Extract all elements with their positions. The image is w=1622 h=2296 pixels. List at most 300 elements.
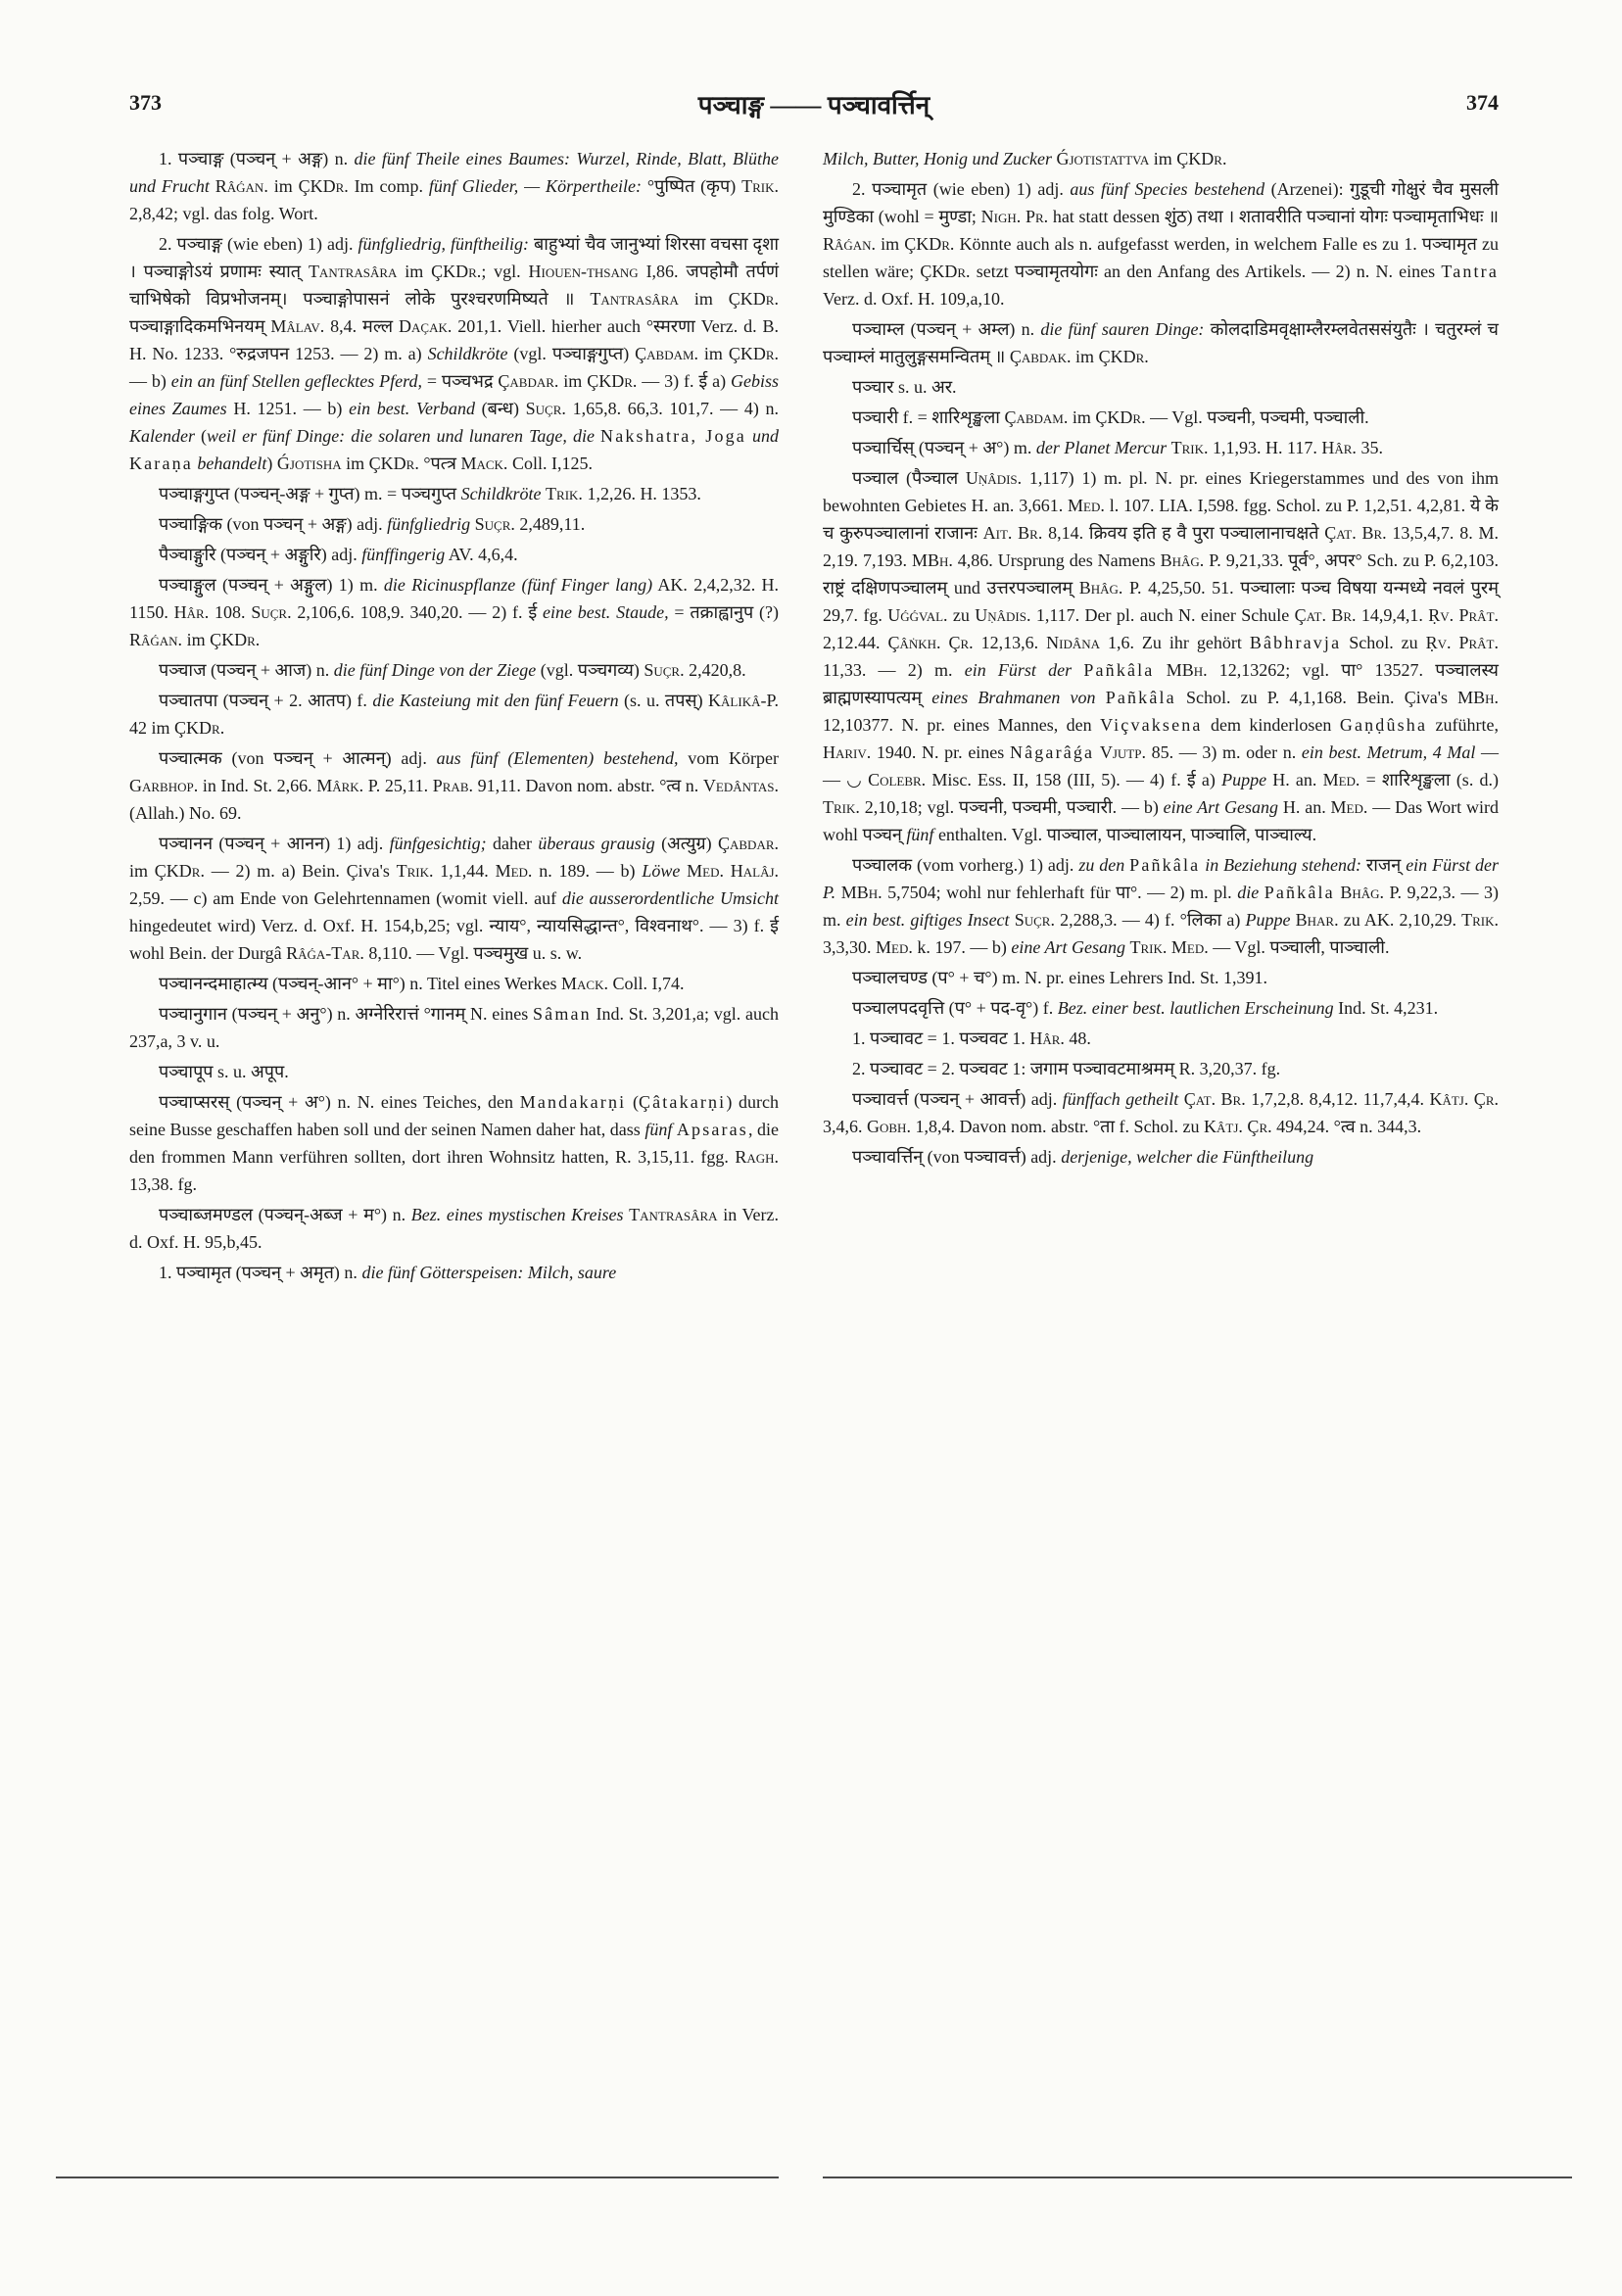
entry-text: ein Fürst der P. — [823, 855, 1500, 902]
left-column — [129, 145, 779, 1289]
entry-text: Bhâg. P. — [1160, 550, 1221, 570]
entry-text: पञ्चाङ्गिक (von पञ्चन् + अङ्ग) adj. — [159, 514, 388, 534]
entry-text: MBh. — [1457, 688, 1500, 707]
entry-text: ÇKDr. — [587, 371, 638, 391]
entry-text: 11,33. — 2) m. — [823, 660, 965, 680]
entry-text: fünf — [906, 825, 934, 844]
entry-text: 4,25,50. 51. पञ्चालाः पञ्च विषया यन्मध्ये नवलं पुरम् 29,7. fg. — [823, 578, 1499, 625]
entry-text: hat statt dessen शुंठ) तथा । शतावरीति पञ्चानां योगः पञ्चामृताभिधः ॥ — [1048, 207, 1499, 226]
entry-text: Trik. — [396, 861, 434, 881]
entry-text: 2. पञ्चावट = 2. पञ्चवट 1: जगाम पञ्चावटमाश्रमम् R. 3,20,37. fg. — [852, 1059, 1281, 1078]
entry-text: Suçr. — [525, 399, 566, 418]
entry-text: Med. — [1322, 770, 1360, 789]
entry-text: ÇKDr. — [298, 176, 349, 196]
entry-text: fünfgliedrig — [387, 514, 471, 534]
entry-text: Uṇâdis. — [965, 468, 1023, 488]
entry-text: Gaṇḍûsha — [1339, 715, 1428, 735]
entry-text: 91,11. Davon nom. abstr. °त्व n. — [473, 776, 703, 795]
entry-text: 1,7,2,8. 8,4,12. 11,7,4,4. — [1245, 1089, 1430, 1109]
entry-text: fünffingerig — [361, 545, 446, 564]
dictionary-entry — [823, 175, 1499, 312]
entry-text: Trik. — [741, 176, 779, 196]
entry-text: 1,117) 1) m. pl. N. pr. eines Kriegerstammes und des von ihm bewohnten Gebietes H. an. 3,661. — [823, 468, 1499, 515]
entry-text: Kâtj. Çr. — [1429, 1089, 1499, 1109]
entry-text: Bâbhravja — [1249, 633, 1342, 652]
entry-text: ÇKDr. — [431, 262, 482, 281]
entry-text: Tantra — [1441, 262, 1499, 281]
entry-text: eines Brahmanen von — [931, 688, 1096, 707]
entry-text: Râǵa-Tar. — [286, 943, 364, 963]
entry-text: (बन्ध) — [474, 399, 526, 418]
entry-text: Hariv. — [823, 742, 872, 762]
entry-text: (Allah.) No. 69. — [129, 803, 242, 823]
entry-text: पैञ्चाङ्गुरि (पञ्चन् + अङ्गुरि) adj. — [159, 545, 362, 564]
dictionary-entry — [129, 145, 779, 227]
entry-text: die fünf Dinge von der Ziege — [333, 660, 537, 680]
entry-text: 8,110. — Vgl. पञ्चमुख u. s. w. — [363, 943, 583, 963]
entry-text: 5,7504; wohl nur fehlerhaft für पा°. — 2) m. pl. — [882, 883, 1238, 902]
entry-text: Hâr. — [1321, 438, 1357, 457]
entry-text: 8,14. क्रिवय इति ह वै पुरा पञ्चालानाचक्षते — [1042, 523, 1325, 543]
entry-text: die — [1237, 883, 1260, 902]
entry-text: Râǵan. — [129, 630, 183, 649]
dictionary-entry — [129, 1058, 779, 1085]
entry-text: Mack. — [561, 974, 608, 993]
dictionary-entry — [129, 656, 779, 684]
entry-text: ) — [266, 454, 277, 473]
entry-text: 3,3,30. — [823, 937, 876, 957]
entry-text: Pañkâla — [1264, 883, 1335, 902]
entry-text: Çabdar. — [717, 834, 779, 853]
entry-text: Bez. eines mystischen Kreises — [410, 1205, 624, 1224]
entry-text: ein best. Metrum, 4 Mal — [1301, 742, 1476, 762]
entry-text: Apsaras — [676, 1120, 748, 1139]
entry-text: Mandakarṇi — [519, 1092, 627, 1112]
entry-text: Bhar. — [1295, 910, 1339, 930]
entry-text: im — [182, 630, 211, 649]
entry-text: Prab. — [432, 776, 473, 795]
entry-text — [1154, 660, 1166, 680]
entry-text: Im comp. — [348, 176, 429, 196]
dictionary-entry — [823, 315, 1499, 370]
entry-text: Tantrasâra — [629, 1205, 718, 1224]
entry-text: — 2) m. a) Bein. Çiva's — [204, 861, 397, 881]
entry-text: पञ्चात्मक (von पञ्चन् + आत्मन्) adj. — [159, 748, 437, 768]
entry-text: 1,117. Der pl. auch N. einer Schule — [1030, 605, 1295, 625]
entry-text: Ind. St. 3,201,a; vgl. auch 237,a, 3 v. u. — [129, 1004, 779, 1051]
entry-text: 2,106,6. 108,9. 340,20. — 2) f. ई — [291, 602, 543, 622]
entry-text: zu — [947, 605, 976, 625]
entry-text: 1. पञ्चाङ्ग (पञ्चन् + अङ्ग) n. — [159, 149, 355, 168]
entry-text: Suçr. — [644, 660, 685, 680]
dictionary-entry — [129, 541, 779, 568]
entry-text: Sâman — [533, 1004, 592, 1024]
entry-text: पञ्चालक (vom vorherg.) 1) adj. — [852, 855, 1079, 875]
entry-text: °पत्त्र — [418, 454, 461, 473]
entry-text: Suçr. — [251, 602, 292, 622]
entry-text: ; vgl. — [481, 262, 529, 281]
entry-text: Uǵǵval. — [887, 605, 948, 625]
entry-text: Puppe — [1245, 910, 1291, 930]
entry-text: MBh. — [840, 883, 883, 902]
entry-text: Bez. einer best. lautlichen Erscheinung — [1057, 998, 1334, 1018]
entry-text: ÇKDr. — [368, 454, 419, 473]
entry-text: fünf Glieder, — Körpertheile: — [428, 176, 643, 196]
entry-text: ÇKDr. — [1095, 407, 1146, 427]
entry-text: eine best. Staude, — [542, 602, 669, 622]
entry-text: पञ्चाज (पञ्चन् + आज) n. — [159, 660, 334, 680]
entry-text: Mack. — [460, 454, 508, 473]
entry-text: Uṇâdis. — [975, 605, 1031, 625]
entry-text: पञ्चार्चिस् (पञ्चन् + अ°) m. — [852, 438, 1036, 457]
entry-text: Tantrasâra — [590, 289, 679, 309]
entry-text: 9,21,33. पूर्व°, अपर° Sch. zu P. 6,2,103. राष्ट्रं दक्षिणपञ्चालम् und उत्तरपञ्चालम् — [823, 550, 1500, 598]
right-column — [823, 145, 1499, 1173]
entry-text: Schol. zu P. 4,1,168. Bein. Çiva's — [1175, 688, 1458, 707]
entry-text: 42 im — [129, 718, 175, 738]
entry-text: Mârk. P. — [316, 776, 381, 795]
entry-text: 3,4,6. — [823, 1117, 867, 1136]
entry-text: Med. — [876, 937, 913, 957]
entry-text: Misc. Ess. II, 158 (III, 5). — 4) f. ई a) — [926, 770, 1222, 789]
dictionary-entry — [823, 145, 1499, 172]
entry-text: Med. — [1330, 797, 1368, 817]
dictionary-entry — [823, 404, 1499, 431]
entry-text: die fünf Götterspeisen: Milch, saure — [361, 1263, 617, 1282]
entry-text: Viçvaksena — [1100, 715, 1203, 735]
entry-text: Çat. Br. — [1294, 605, 1357, 625]
entry-text: 2. पञ्चाङ्ग (wie eben) 1) adj. — [159, 234, 358, 254]
entry-text: in Ind. St. 2,66. — [198, 776, 317, 795]
entry-text: Puppe — [1221, 770, 1267, 789]
dictionary-entry — [129, 480, 779, 507]
entry-text: Kalender — [129, 426, 195, 446]
dictionary-entry — [823, 1085, 1499, 1140]
entry-text: Râǵan. — [215, 176, 268, 196]
entry-text: im — [678, 289, 729, 309]
entry-text: im — [1068, 407, 1096, 427]
entry-text: Râǵan. — [823, 234, 877, 254]
entry-text: fünfgesichtig; — [389, 834, 487, 853]
entry-text: पञ्चानन (पञ्चन् + आनन) 1) adj. — [159, 834, 390, 853]
entry-text: 1,65,8. 66,3. 101,7. — 4) n. — [565, 399, 780, 418]
entry-text: aus fünf Species bestehend — [1070, 179, 1265, 199]
entry-text: und — [752, 426, 780, 446]
entry-text: Gobh. — [867, 1117, 911, 1136]
entry-text: Nidâna — [1046, 633, 1100, 652]
entry-text: Çâṅkh. Çr. — [887, 633, 974, 652]
entry-text: Vedântas. — [702, 776, 780, 795]
entry-text: Ragh. — [735, 1147, 779, 1167]
entry-text: der Planet Mercur — [1035, 438, 1168, 457]
page-number-right: 374 — [1466, 90, 1499, 115]
entry-text: 4,86. Ursprung des Namens — [952, 550, 1161, 570]
entry-text: Schildkröte — [460, 484, 542, 503]
entry-text: AV. 4,6,4. — [445, 545, 518, 564]
dictionary-entry — [129, 571, 779, 653]
entry-text: 2,288,3. — 4) f. °लिका a) — [1054, 910, 1246, 930]
entry-text: Kâlikâ-P. — [708, 691, 779, 710]
entry-text: Suçr. — [474, 514, 515, 534]
entry-text: 85. — 3) m. oder n. — [1145, 742, 1302, 762]
entry-text: Suçr. — [1014, 910, 1055, 930]
entry-text: MBh. — [1166, 660, 1208, 680]
entry-text: weil er fünf Dinge: die solaren und lunaren Tage, die — [207, 426, 595, 446]
entry-text: Karaṇa — [129, 454, 193, 473]
entry-text: Trik. — [823, 797, 860, 817]
entry-text: ein best. Verband — [349, 399, 475, 418]
entry-text: überaus grausig — [538, 834, 655, 853]
entry-text: die fünf Theile eines Baumes: Wurzel, Rinde, Blatt, Blüthe und Frucht — [129, 149, 780, 196]
entry-text: Ṛv. Prât. — [1425, 633, 1499, 652]
dictionary-entry — [823, 1143, 1499, 1171]
entry-text: 12,13262; vgl. पा° 13527. पञ्चालस्य ब्राह्मणस्यापत्यम् — [823, 660, 1499, 707]
entry-text: 1,6. Zu ihr gehört — [1100, 633, 1250, 652]
entry-text: ÇKDr. — [1176, 149, 1227, 168]
entry-text: ( — [626, 1092, 639, 1112]
entry-text: Çabdak. — [1009, 347, 1072, 366]
entry-text: Pañkâla — [1105, 688, 1176, 707]
entry-text: fünf — [644, 1120, 673, 1139]
entry-text: im — [1071, 347, 1099, 366]
entry-text: 12,13,6. — [973, 633, 1047, 652]
entry-text: Nigh. Pr. — [980, 207, 1049, 226]
running-title: पञ्चाङ्ग —— पञ्चावर्त्तिन् — [697, 91, 930, 120]
entry-text: पञ्चाल (पैञ्चाल — [852, 468, 966, 488]
entry-text: Med. — [495, 861, 533, 881]
entry-text: im — [397, 262, 432, 281]
entry-text: Hâr. — [1029, 1028, 1065, 1048]
entry-text: Tantrasâra — [308, 262, 398, 281]
entry-text: 13,38. fg. — [129, 1174, 197, 1194]
entry-text: Bhâg. P. — [1340, 883, 1403, 902]
dictionary-entry — [823, 464, 1499, 848]
entry-text: 2,59. — c) am Ende von Gelehrtennamen (womit viell. auf — [129, 888, 562, 908]
entry-text: पञ्चाम्ल (पञ्चन् + अम्ल) n. — [852, 319, 1041, 339]
entry-text: 2,489,11. — [514, 514, 586, 534]
entry-text: 1. पञ्चावट = 1. पञ्चवट 1. — [852, 1028, 1030, 1048]
entry-text: ein best. giftiges Insect — [845, 910, 1010, 930]
entry-text: die Ricinuspflanze (fünf Finger lang) — [383, 575, 653, 595]
entry-text: — Vgl. पञ्चाली, पाञ्चाली. — [1208, 937, 1390, 957]
entry-text: Pañkâla — [1129, 855, 1201, 875]
entry-text: Çabdam. — [635, 344, 699, 363]
entry-text — [1096, 688, 1106, 707]
entry-text: in Verz. d. Oxf. H. 95,b,45. — [129, 1205, 779, 1252]
entry-text: n. 189. — b) — [532, 861, 643, 881]
entry-text: dem kinderlosen — [1202, 715, 1340, 735]
dictionary-entry — [129, 744, 779, 827]
entry-text: Kâtj. Çr. — [1204, 1117, 1272, 1136]
entry-text: ÇKDr. — [1098, 347, 1149, 366]
entry-text: MBh. — [911, 550, 953, 570]
entry-text: fünffach getheilt — [1062, 1089, 1179, 1109]
entry-text: ) durch seine Busse geschaffen haben soll und der seinen Namen daher hat, dass — [129, 1092, 779, 1139]
entry-text: , die den frommen Mann verführen sollten, dort ihren Wohnsitz hatten, R. 3,15,11. fgg. — [129, 1120, 780, 1167]
entry-text: 48. — [1064, 1028, 1091, 1048]
dictionary-entry — [129, 1088, 779, 1198]
entry-text: (vgl. पञ्चगव्य) — [536, 660, 644, 680]
entry-text: = शारिशृङ्खला (s. d.) — [1360, 770, 1499, 789]
entry-text: 2,12.44. — [823, 633, 888, 652]
entry-text: daher — [486, 834, 539, 853]
entry-text: पञ्चालचण्ड (प° + च°) m. N. pr. eines Lehrers Ind. St. 1,391. — [852, 968, 1268, 987]
entry-text: 201,1. Viell. hierher auch °स्मरणा Verz. d. B. H. No. 1233. °रुद्रजपन 1253. — 2) m. a) — [129, 316, 779, 363]
entry-text: 14,9,4,1. — [1356, 605, 1429, 625]
entry-text: पञ्चानुगान (पञ्चन् + अनु°) n. अग्नेरिरात्तं °गानम् N. eines — [159, 1004, 534, 1024]
entry-text: im — [1149, 149, 1177, 168]
entry-text: पञ्चार s. u. अर. — [852, 377, 957, 397]
entry-text: Çabdar. — [498, 371, 559, 391]
entry-text: Gebiss eines Zaumes — [129, 371, 779, 418]
entry-text: die ausserordentliche Umsicht — [561, 888, 779, 908]
entry-text: पञ्चाप्सरस् (पञ्चन् + अ°) n. N. eines Teiches, den — [159, 1092, 520, 1112]
entry-text: Pañkâla — [1083, 660, 1155, 680]
entry-text: 2,8,42; vgl. das folg. Wort. — [129, 204, 318, 223]
entry-text: Trik. Med. — [1129, 937, 1209, 957]
entry-text: in Beziehung stehend: — [1205, 855, 1361, 875]
page-number-left: 373 — [129, 90, 162, 115]
dictionary-entry — [129, 510, 779, 538]
entry-text: (अत्युग्र) — [654, 834, 718, 853]
entry-text: zu den — [1078, 855, 1125, 875]
entry-text: Nakshatra, Joga — [600, 426, 746, 446]
entry-text: °पुष्पित (कृप) — [642, 176, 742, 196]
dictionary-entry — [129, 687, 779, 741]
dictionary-entry — [823, 373, 1499, 401]
entry-text: im — [267, 176, 299, 196]
entry-text: Med. — [1068, 496, 1105, 515]
entry-text: 494,24. °त्व n. 344,3. — [1271, 1117, 1422, 1136]
entry-text: die fünf sauren Dinge: — [1040, 319, 1205, 339]
entry-text: ÇKDr. — [154, 861, 205, 881]
entry-text: 9,22,3. — 3) m. — [823, 883, 1500, 930]
entry-text — [1072, 660, 1083, 680]
entry-text: ÇKDr. — [210, 630, 261, 649]
entry-text: 25,11. — [380, 776, 433, 795]
entry-text: H. an. — [1278, 797, 1331, 817]
entry-text: Nâgarâǵa — [1009, 742, 1095, 762]
entry-text: Coll. I,125. — [507, 454, 593, 473]
entry-text: im — [698, 344, 729, 363]
entry-text: Ǵjotistattva — [1056, 149, 1150, 168]
entry-text: कोलदाडिमवृक्षाम्लैरम्लवेतससंयुतैः । चतुरम्लं च पञ्चाम्लं मातुलुङ्गसमन्वितम् ॥ — [823, 319, 1499, 366]
entry-text: पञ्चाब्जमण्डल (पञ्चन्-अब्ज + म°) n. — [159, 1205, 411, 1224]
entry-text: ( — [195, 426, 208, 446]
entry-text: im — [876, 234, 905, 254]
entry-text: zuführte, — [1427, 715, 1499, 735]
dictionary-entry — [823, 434, 1499, 461]
entry-text: 1,1,93. H. 117. — [1208, 438, 1322, 457]
entry-text: Çat. Br. — [1324, 523, 1387, 543]
entry-text: Bhâg. P. — [1078, 578, 1142, 598]
entry-text: eine Art Gesang — [1011, 937, 1125, 957]
entry-text: Med. Halâj. — [687, 861, 780, 881]
dictionary-entry — [129, 970, 779, 997]
footer-rule-right — [823, 2176, 1572, 2178]
entry-text: Trik. — [1170, 438, 1209, 457]
entry-text: fünfgliedrig, fünftheilig: — [358, 234, 529, 254]
entry-text: Könnte auch als n. aufgefasst werden, in welchem Falle es zu 1. पञ्चामृत zu stellen wäre; — [823, 234, 1499, 281]
dictionary-entry — [129, 1201, 779, 1256]
entry-text: 1,2,26. H. 1353. — [582, 484, 701, 503]
entry-text: 1940. N. pr. eines — [871, 742, 1010, 762]
dictionary-entry — [823, 964, 1499, 991]
entry-text: पञ्चावर्त्तिन् (von पञ्चावर्त्त) adj. — [852, 1147, 1062, 1167]
entry-text: 13,5,4,7. 8. M. 2,19. 7,193. — [823, 523, 1499, 570]
entry-text: eine Art Gesang — [1163, 797, 1279, 817]
entry-text: enthalten. Vgl. पाञ्चाल, पाञ्चालायन, पाञ्चालि, पाञ्चाल्य. — [933, 825, 1317, 844]
entry-text: zu AK. 2,10,29. — [1338, 910, 1462, 930]
footer-rule-left — [56, 2176, 779, 2178]
entry-text: 2. पञ्चामृत (wie eben) 1) adj. — [852, 179, 1071, 199]
entry-text: ein an fünf Stellen geflecktes Pferd, — [170, 371, 422, 391]
entry-text: im — [341, 454, 369, 473]
entry-text: — — ◡ — [823, 742, 1500, 789]
entry-text: Ǵjotisha — [276, 454, 342, 473]
entry-text: Trik. — [1461, 910, 1500, 930]
entry-text: l. 107. LIA. I,598. fgg. Schol. zu P. 1,2,51. 4,2,81. ये के च कुरुपञ्चालानां राजानः — [823, 496, 1499, 543]
entry-text: — 3) f. ई a) — [637, 371, 731, 391]
entry-text: Hâr. — [173, 602, 210, 622]
entry-text: पञ्चापूप s. u. अपूप. — [159, 1062, 289, 1081]
entry-text: derjenige, welcher die Fünftheilung — [1061, 1147, 1314, 1167]
entry-text: (s. u. तपस्) — [618, 691, 709, 710]
entry-text: aus fünf (Elementen) bestehend, — [436, 748, 679, 768]
entry-text: Hiouen-thsang — [528, 262, 639, 281]
entry-text: Garbhop. — [129, 776, 199, 795]
entry-text: im — [129, 861, 155, 881]
entry-text: = तक्राह्वानुप (?) — [668, 602, 780, 622]
entry-text: Vjutp. — [1099, 742, 1146, 762]
entry-text: 1,1,44. — [433, 861, 496, 881]
entry-text: Ind. St. 4,231. — [1333, 998, 1439, 1018]
entry-text: ein Fürst der — [964, 660, 1073, 680]
entry-text: 1,8,4. Davon nom. abstr. °ता f. Schol. zu — [910, 1117, 1205, 1136]
entry-text: (Arzenei): गुडूची गोक्षुरं चैव मुसली मुण्डिका (wohl = मुण्डा; — [823, 179, 1499, 226]
entry-text: Ṛv. Prât. — [1428, 605, 1500, 625]
entry-text: पञ्चावर्त्त (पञ्चन् + आवर्त्त) adj. — [852, 1089, 1063, 1109]
entry-text: vom Körper — [678, 748, 779, 768]
entry-text: पञ्चाङ्गुल (पञ्चन् + अङ्गुल) 1) m. — [159, 575, 384, 595]
entry-text: राजन् — [1360, 855, 1407, 875]
entry-text: ÇKDr. — [174, 718, 225, 738]
entry-text: Milch, Butter, Honig und Zucker — [823, 149, 1052, 168]
dictionary-entry — [129, 230, 779, 477]
entry-text: 35. — [1356, 438, 1383, 457]
entry-text: die Kasteiung mit den fünf Feuern — [372, 691, 619, 710]
entry-text: पञ्चातपा (पञ्चन् + 2. आतप) f. — [159, 691, 373, 710]
entry-text: Çat. Br. — [1183, 1089, 1246, 1109]
entry-text: H. an. — [1266, 770, 1323, 789]
entry-text: setzt पञ्चामृतयोगः an den Anfang des Artikels. — 2) n. N. eines — [970, 262, 1442, 281]
entry-text: 2,10,18; vgl. पञ्चनी, पञ्चमी, पञ्चारी. — b) — [859, 797, 1164, 817]
entry-text: पञ्चारी f. = शारिशृङ्खला — [852, 407, 1005, 427]
dictionary-entry — [129, 1000, 779, 1055]
entry-text: बाहुभ्यां चैव जानुभ्यां शिरसा वचसा दृशा । पञ्चाङ्गोऽयं प्रणामः स्यात् — [129, 234, 779, 281]
entry-text: Schol. zu — [1341, 633, 1426, 652]
entry-text: Çâtakarṇi — [638, 1092, 727, 1112]
dictionary-entry — [823, 994, 1499, 1022]
entry-text: Coll. I,74. — [607, 974, 685, 993]
entry-text: — Vgl. पञ्चनी, पञ्चमी, पञ्चाली. — [1145, 407, 1369, 427]
entry-text: पञ्चालपदवृत्ति (प° + पद-वृ°) f. — [852, 998, 1058, 1018]
entry-text: Löwe — [642, 861, 681, 881]
entry-text: (vgl. पञ्चाङ्गगुप्त) — [507, 344, 636, 363]
entry-text: Trik. — [546, 484, 583, 503]
entry-text: I,86. जपहोमौ तर्पणं चाभिषेको विप्रभोजनम्। पञ्चाङ्गोपासनं लोके पुरश्चरणमिष्यते ॥ — [129, 262, 779, 309]
entry-text: पञ्चाङ्गादिकमभिनयम् — [129, 316, 271, 336]
